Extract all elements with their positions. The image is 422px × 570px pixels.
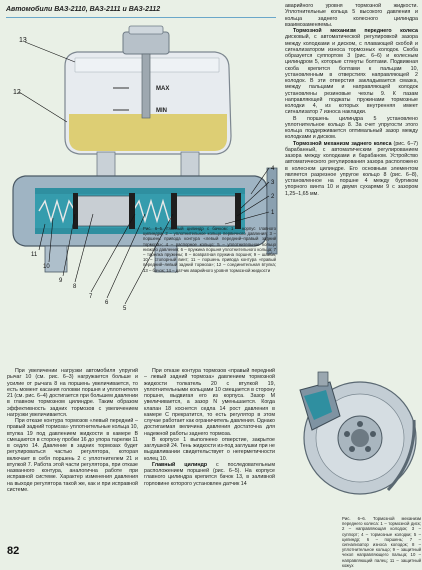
min-level-label: MIN: [156, 108, 167, 114]
paragraph-text: При увеличении нагрузки автомобиля упругий рычаг 10 (см. рис. 6–3) нагружается больше и усилие от рычага 8 на поршень увеличивается, то есть момент касания головки поршня и уплотнителя 21 (см. рис. 6–4) достигается при большем давлении в главном тормозном цилиндре. Таким образом эффективность задних тормозов с увеличением нагрузки увеличивается.: [7, 368, 138, 418]
figure-6-6-caption: Рис. 6–6. Тормозной механизм переднего колеса: 1 – тормозной диск; 2 – направляющая колодок; 3 – суппорт; 4 – тормозные колодки; 5 – цилиндр; 6 – поршень; 7 – сигнализатор износа колодок; 8 – уплотнительное кольцо; 9 – защитный чехол направляющего пальца; 10 – направляющий палец; 11 – защитный кожух: [342, 516, 421, 568]
paragraph: [144, 368, 275, 437]
callout-9: 9: [59, 278, 63, 284]
page-number: 82: [7, 545, 20, 557]
paragraph-text: дисковый, с автоматической регулировкой зазора между колодками и диском, с плавающей скобой и сигнализатором износа тормозных колодок. Скоба образуется суппортом 3 (рис. 6–6) и колесным цилиндром 5, которые стянуты болтами. Подвижная скоба крепится болтами к пальцам 10, установленным в отверстиях направляющей 2 колодок. В эти отверстия закладывается смазка, между пальцами и направляющей колодок установлены резиновые чехлы 9. К пазам направляющей поджаты пружинами тормозные колодки 4, из которых внутренняя имеет сигнализатор 7 износа накладки.: [285, 34, 418, 116]
paragraph: [7, 418, 138, 493]
callout-5: 5: [123, 306, 127, 312]
paragraph-text: При отказе контура тормозов «левый передний – правый задний тормоза» уплотнительные кольца 10, втулка 19 под давлением жидкости в камере B смещаются в сторону пробки 16 до упора тарелки 11 в седло 14. Давление в задних тормозах будет регулироваться частью регулятора, которая включает в себя поршень 2 с уплотнителем 21 и втулкой 7. Работа этой части регулятора, при отказе названного контура, аналогична работе при исправной системе. Характер изменения давления на выходе регулятора такой же, как и при исправной системе.: [7, 418, 138, 493]
figure-6-5-caption: Рис. 6–5. Главный цилиндр с бачком: 1 – корпус главного цилиндра; 2 – уплотнительное кольцо первичного давления; 3 – поршень привода контура «левый передний–правый задний тормоза»; 4 – распорное кольцо; 5 – уплотнительное кольцо низкого давления; 6 – пружина поршня уплотнительного кольца; 7 – тарелка пружины; 8 – возвратная пружина поршня; 9 – шайба; 10 – стопорный винт; 11 – поршень привода контура «правый передний–левый задний тормоза»; 12 – соединительная втулка; 13 – бачок; 14 – датчик аварийного уровня тормозной жидкости: [143, 226, 276, 273]
reservoir-cap: [123, 32, 169, 54]
paragraph-heading: Тормозной механизм переднего колеса: [293, 28, 418, 34]
callout-8: 8: [73, 284, 77, 290]
paragraph: [7, 368, 138, 418]
front-brake-figure: [290, 360, 422, 520]
max-level-label: MAX: [156, 86, 170, 92]
callout-13: 13: [19, 37, 27, 44]
callout-11: 11: [31, 252, 38, 258]
secondary-piston: [75, 196, 131, 226]
text-column-middle-bottom: [144, 368, 275, 556]
paragraph-text: В поршень цилиндра 5 установлено уплотнительное кольцо 8. За счет упругости этого кольца поддерживается оптимальный зазор между колодками и диском.: [285, 115, 418, 141]
callout-7: 7: [89, 294, 93, 300]
paragraph: [144, 437, 275, 462]
paragraph: [285, 116, 418, 141]
running-header: Автомобили ВАЗ-2110, ВАЗ-2111 и ВАЗ-2112: [6, 3, 276, 18]
paragraph-text: В корпусе 1 выполнено отверстие, закрытое заглушкой 24. Тень жидкости из-под заглушки при не выдавливании свидетельствует о негерметичности колец 10.: [144, 436, 275, 462]
paragraph: [285, 141, 418, 197]
paragraph: [144, 462, 275, 487]
primary-piston: [175, 196, 239, 226]
level-sensor: [142, 54, 150, 118]
paragraph-heading: Главный цилиндр: [152, 461, 208, 468]
callout-6: 6: [105, 300, 109, 306]
paragraph-text: с последовательным расположением поршней (рис. 6–5). На корпусе главного цилиндра крепится бачок 13, в заливной горловине которого установлен датчик 14: [144, 461, 275, 487]
paragraph-text: (рис. 6–7) барабанный, с автоматическим регулированием зазора между колодками и барабаном. Устройство автоматического регулирования зазора расположено в колесном цилиндре. Его основным элементом является разрезное упругое кольцо 8 (рис. 6–8), установленное на поршне 4 между буртиком упорного винта 10 и двумя сухарями 9 с зазором 1,25–1,65 мм.: [285, 140, 418, 197]
callout-12: 12: [13, 89, 21, 96]
paragraph-text: аварийного уровня тормозной жидкости. Уплотнительные кольца 5 высокого давления и кольца заднего колесного цилиндра взаимозаменяемы.: [285, 3, 418, 28]
callout-1: 1: [271, 210, 275, 216]
callout-4: 4: [271, 166, 275, 172]
reservoir-fluid: [69, 114, 227, 151]
text-column-left-bottom: [7, 368, 138, 552]
callout-10: 10: [43, 264, 50, 270]
callout-2: 2: [271, 194, 275, 200]
paragraph: [285, 3, 418, 28]
text-column-right: [285, 3, 418, 385]
callout-3: 3: [271, 180, 275, 186]
paragraph: [285, 28, 418, 116]
paragraph-text: При отказе контура тормозов «правый передний – левый задний тормоза» давлением тормозной жидкости толкатель 20 с втулкой 19, уплотнительными кольцами 10 смещается в сторону поршня, выдвигая его из корпуса. Зазор M увеличивается, а зазор N уменьшается. Когда клапан 18 коснется седла 14 рост давления в камере C прекратится, то есть регулятор в этом случае работает как ограничитель давления. Однако достигаемая величина давления достаточна для надежной работы заднего тормоза.: [144, 368, 275, 437]
paragraph-heading: Тормозной механизм заднего колеса: [293, 140, 392, 147]
